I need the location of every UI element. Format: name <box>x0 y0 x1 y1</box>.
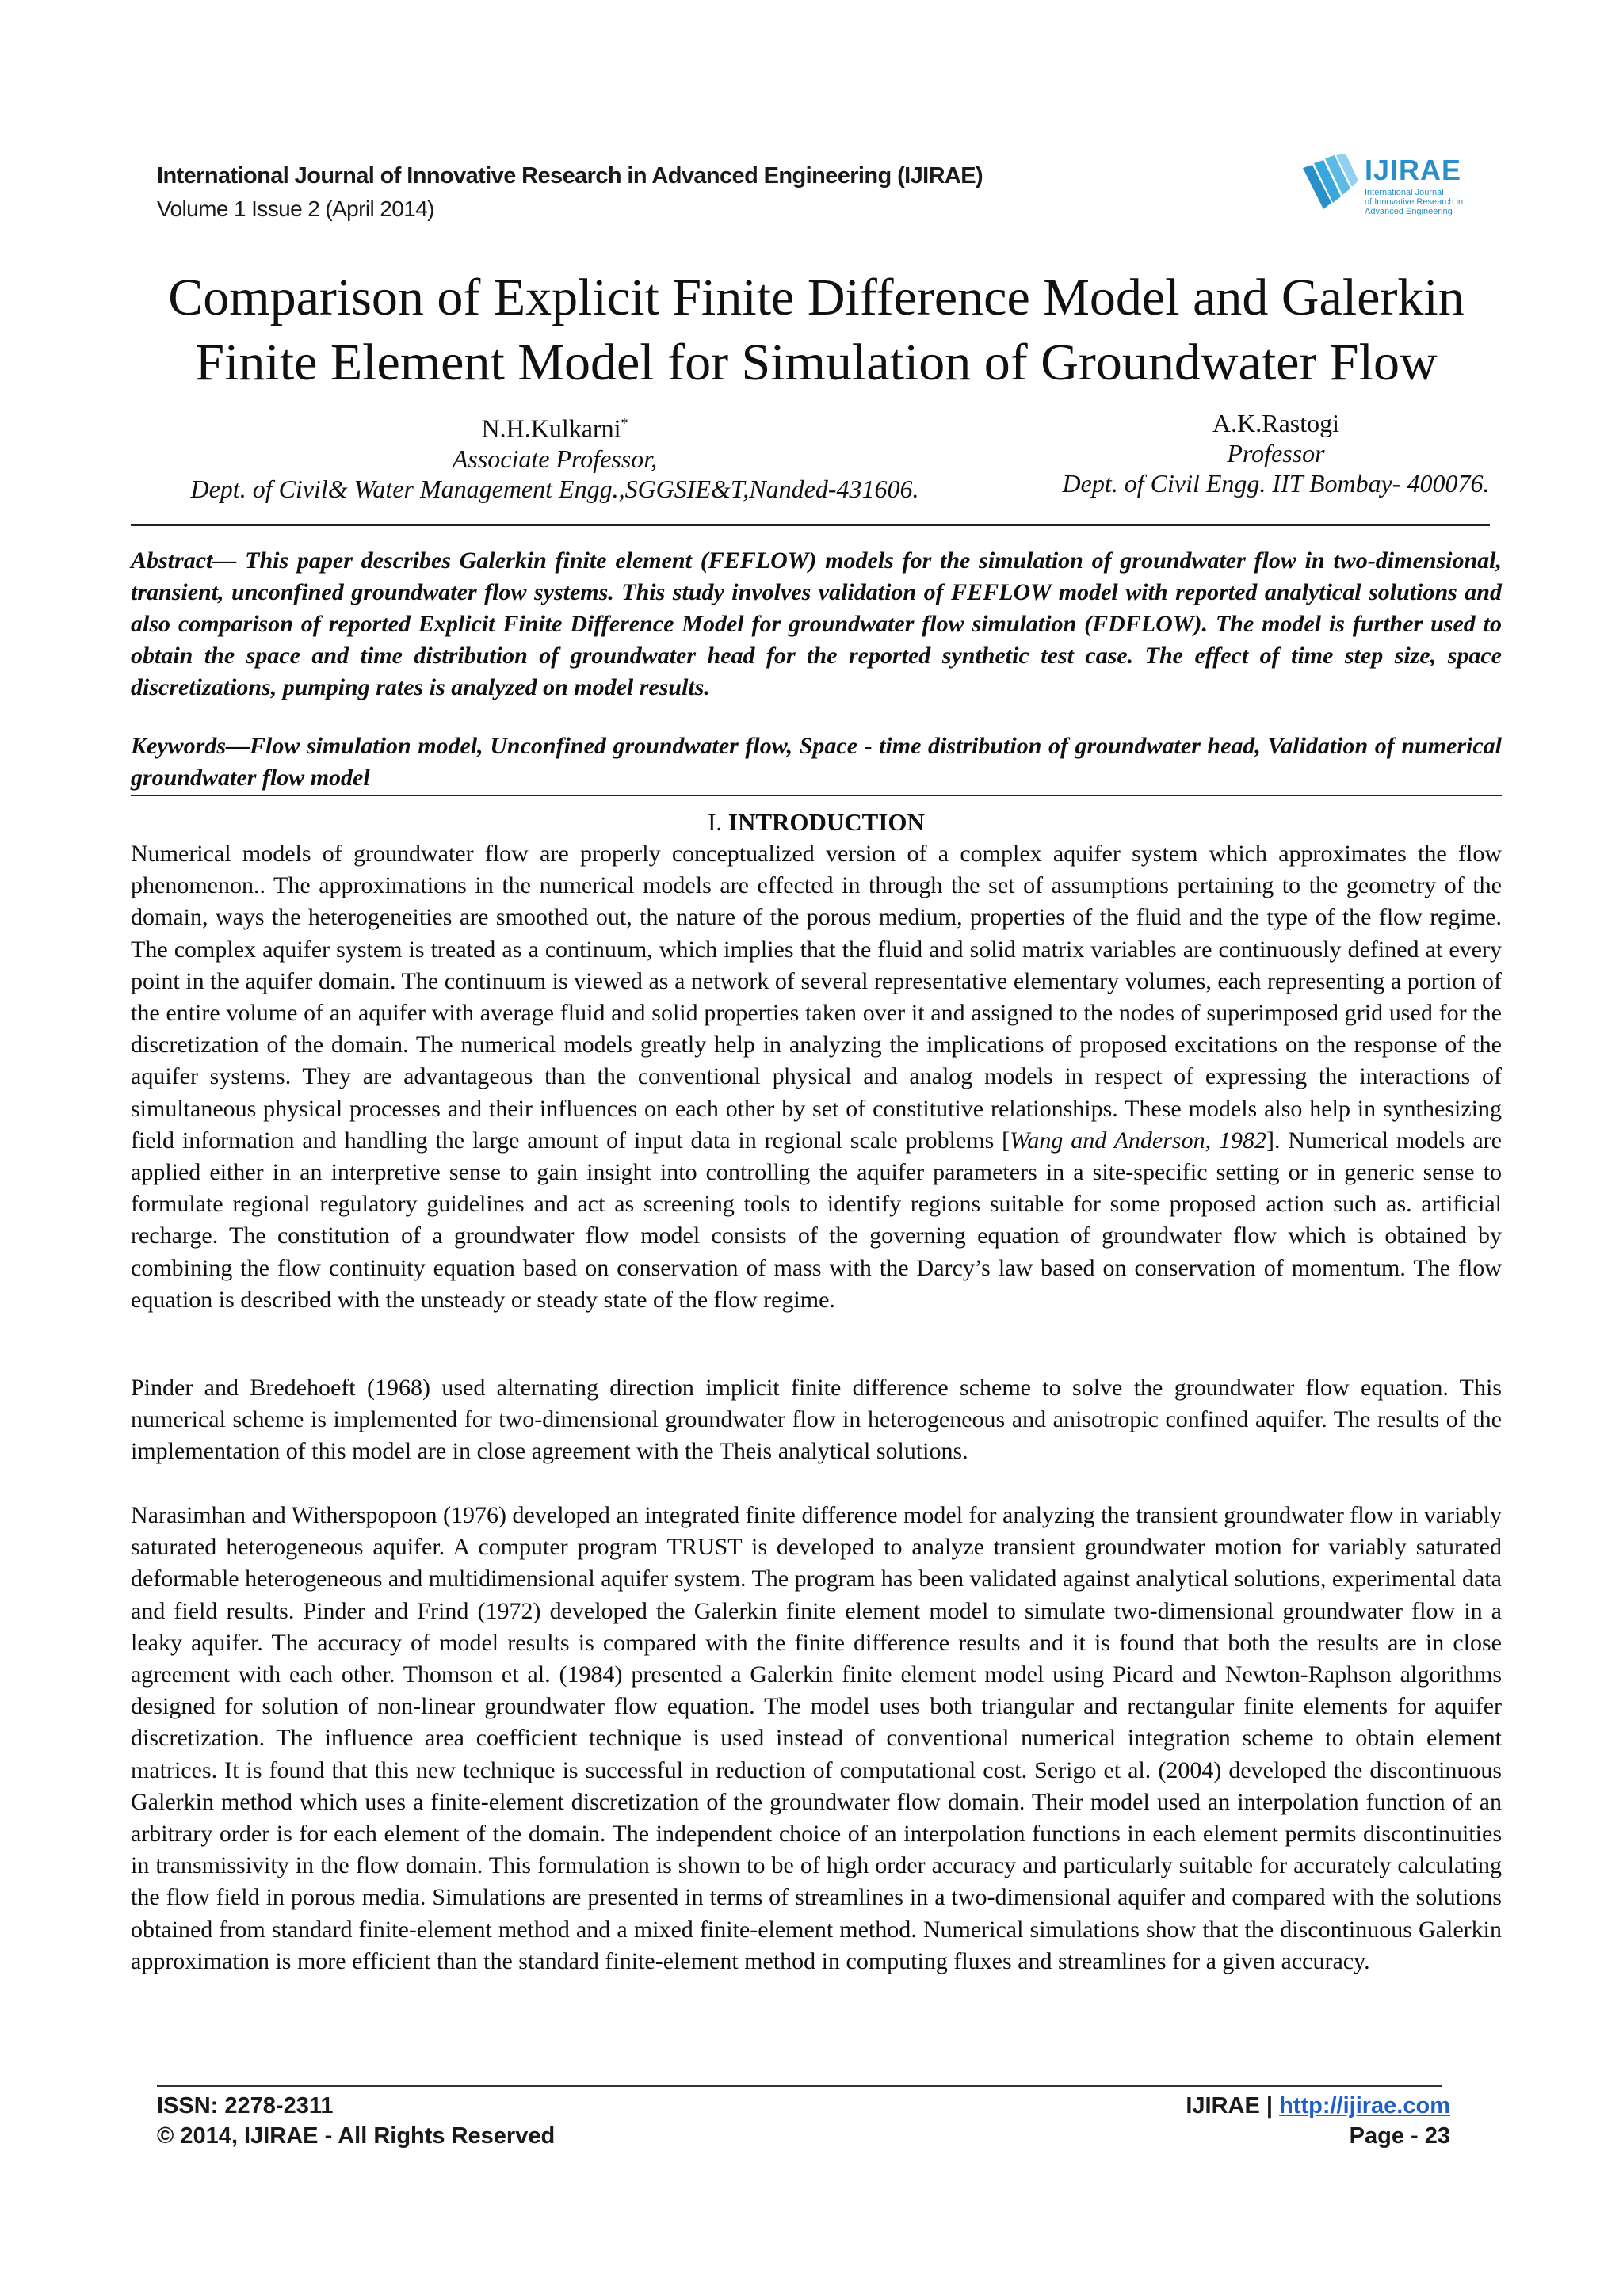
paragraph-1-text-a: Numerical models of groundwater flow are properly conceptualized version of a complex aquifer system which approximates the flow phenomenon.. The approximations in the numerical models are effected in through the set of assumptions pertaining to the geometry of the domain, ways the heterogeneities are smoothed out, the nature of the porous medium, properties of the fluid and the type of the flow regime. The complex aquifer system is treated as a continuum, which implies that the fluid and solid matrix variables are continuously defined at every point in the aquifer domain. The continuum is viewed as a network of several representative elementary volumes, each representing a portion of the entire volume of an aquifer with average fluid and solid properties taken over it and assigned to the nodes of superimposed grid used for the discretization of the domain. The numerical models greatly help in analyzing the implications of proposed excitations on the response of the aquifer systems. They are advantageous than the conventional physical and analog models in respect of expressing the interactions of simultaneous physical processes and their influences on each other by set of constitutive relationships. These models also help in synthesizing field information and handling the large amount of input data in regional scale problems [ <box>131 841 1502 1154</box>
keywords-text: Flow simulation model, Unconfined groundwater flow, Space - time distribution of groundwater head, Validation of numerical groundwater flow model <box>131 733 1502 791</box>
author-2-name: A.K.Rastogi <box>1212 409 1339 437</box>
author-1-mark: * <box>621 415 628 431</box>
abstract-text: This paper describes Galerkin finite element (FEFLOW) models for the simulation of groundwater flow in two-dimensional, transient, unconfined groundwater flow systems. This study involves validation of FEFLOW model with reported analytical solutions and also comparison of reported Explicit Finite Difference Model for groundwater flow simulation (FDFLOW). The model is further used to obtain the space and time distribution of groundwater head for the reported synthetic test case. The effect of time step size, space discretizations, pumping rates is analyzed on model results. <box>131 547 1502 700</box>
footer-page-number: Page - 23 <box>1349 2123 1450 2149</box>
logo-name: IJIRAE <box>1365 154 1462 186</box>
paragraph-1-text-b: ]. Numerical models are applied either in an interpretive sense to gain insight into controlling the aquifer parameters in a site-specific setting or in generic sense to formulate regional regulatory guidelines and act as screening tools to identify regions suitable for some proposed action such as. artificial recharge. The constitution of a groundwater flow model consists of the governing equation of groundwater flow which is obtained by combining the flow continuity equation based on conservation of mass with the Darcy’s law based on conservation of momentum. The flow equation is described with the unsteady or steady state of the flow regime. <box>131 1127 1502 1313</box>
author-1-role: Associate Professor, <box>452 444 658 473</box>
abstract-label: Abstract— <box>131 547 237 574</box>
author-2 <box>1006 408 1545 498</box>
footer-journal-short: IJIRAE | <box>1186 2093 1280 2119</box>
logo-line-2: of Innovative Research in <box>1365 197 1464 207</box>
paper-title <box>95 265 1537 395</box>
logo-line-3: Advanced Engineering <box>1365 207 1453 216</box>
keywords <box>131 730 1502 794</box>
paragraph-1 <box>131 838 1502 1316</box>
paragraph-2: Pinder and Bredehoeft (1968) used alternating direction implicit finite difference scheme to solve the groundwater flow equation. This numerical scheme is implemented for two-dimensional groundwater flow in heterogeneous and anisotropic confined aquifer. The results of the implementation of this model are in close agreement with the Theis analytical solutions. <box>131 1375 1502 1465</box>
author-2-role: Professor <box>1227 439 1325 467</box>
section-title: INTRODUCTION <box>727 808 925 836</box>
abstract <box>131 545 1502 704</box>
paper-title-line-2: Finite Element Model for Simulation of Groundwater Flow <box>195 334 1438 391</box>
section-heading <box>131 807 1502 838</box>
journal-volume: Volume 1 Issue 2 (April 2014) <box>157 196 434 221</box>
keywords-divider <box>131 795 1502 796</box>
logo-mark-icon <box>1300 154 1361 215</box>
footer-copyright: © 2014, IJIRAE - All Rights Reserved <box>157 2123 556 2149</box>
paragraph-3: Narasimhan and Witherspopoon (1976) developed an integrated finite difference model for analyzing the transient groundwater flow in variably saturated heterogeneous aquifer. A computer program TRUST is developed to analyze transient groundwater motion for variably saturated deformable heterogeneous and multidimensional aquifer system. The program has been validated against analytical solutions, experimental data and field results. Pinder and Frind (1972) developed the Galerkin finite element model to simulate two-dimensional groundwater flow in a leaky aquifer. The accuracy of model results is compared with the finite difference results and it is found that both the results are in close agreement with each other. Thomson et al. (1984) presented a Galerkin finite element model using Picard and Newton-Raphson algorithms designed for solution of non-linear groundwater flow equation. The model uses both triangular and rectangular finite elements for aquifer discretization. The influence area coefficient technique is used instead of conventional numerical integration scheme to obtain element matrices. It is found that this new technique is successful in reduction of computational cost. Serigo et al. (2004) developed the discontinuous Galerkin method which uses a finite-element discretization of the groundwater flow domain. Their model used an interpolation function of an arbitrary order is for each element of the domain. The independent choice of an interpolation functions in each element permits discontinuities in transmissivity in the flow domain. This formulation is shown to be of high order accuracy and particularly suitable for accurately calculating the flow field in porous media. Simulations are presented in terms of streamlines in a two-dimensional aquifer and compared with the solutions obtained from standard finite-element method and a mixed finite-element method. Numerical simulations show that the discontinuous Galerkin approximation is more efficient than the standard finite-element method in computing fluxes and streamlines for a given accuracy. <box>131 1502 1502 1974</box>
journal-logo <box>1300 151 1474 222</box>
footer-url-link[interactable]: http://ijirae.com <box>1279 2093 1450 2119</box>
author-1-name: N.H.Kulkarni <box>481 414 621 443</box>
section-number: I. <box>708 808 723 836</box>
logo-line-1: International Journal <box>1365 188 1444 197</box>
footer-journal <box>1186 2093 1450 2119</box>
keywords-label: Keywords— <box>131 733 250 759</box>
footer-issn: ISSN: 2278-2311 <box>157 2093 334 2119</box>
header-divider <box>131 524 1490 526</box>
journal-name: International Journal of Innovative Research in Advanced Engineering (IJIRAE) <box>157 163 983 189</box>
author-2-dept: Dept. of Civil Engg. IIT Bombay- 400076. <box>1062 469 1490 498</box>
footer-divider <box>157 2085 1442 2087</box>
author-1 <box>158 408 951 504</box>
author-1-dept: Dept. of Civil& Water Management Engg.,SGGSIE&T,Nanded-431606. <box>190 474 919 503</box>
paper-title-line-1: Comparison of Explicit Finite Difference Model and Galerkin <box>168 269 1465 326</box>
paragraph-1-citation: Wang and Anderson, 1982 <box>1010 1127 1266 1154</box>
